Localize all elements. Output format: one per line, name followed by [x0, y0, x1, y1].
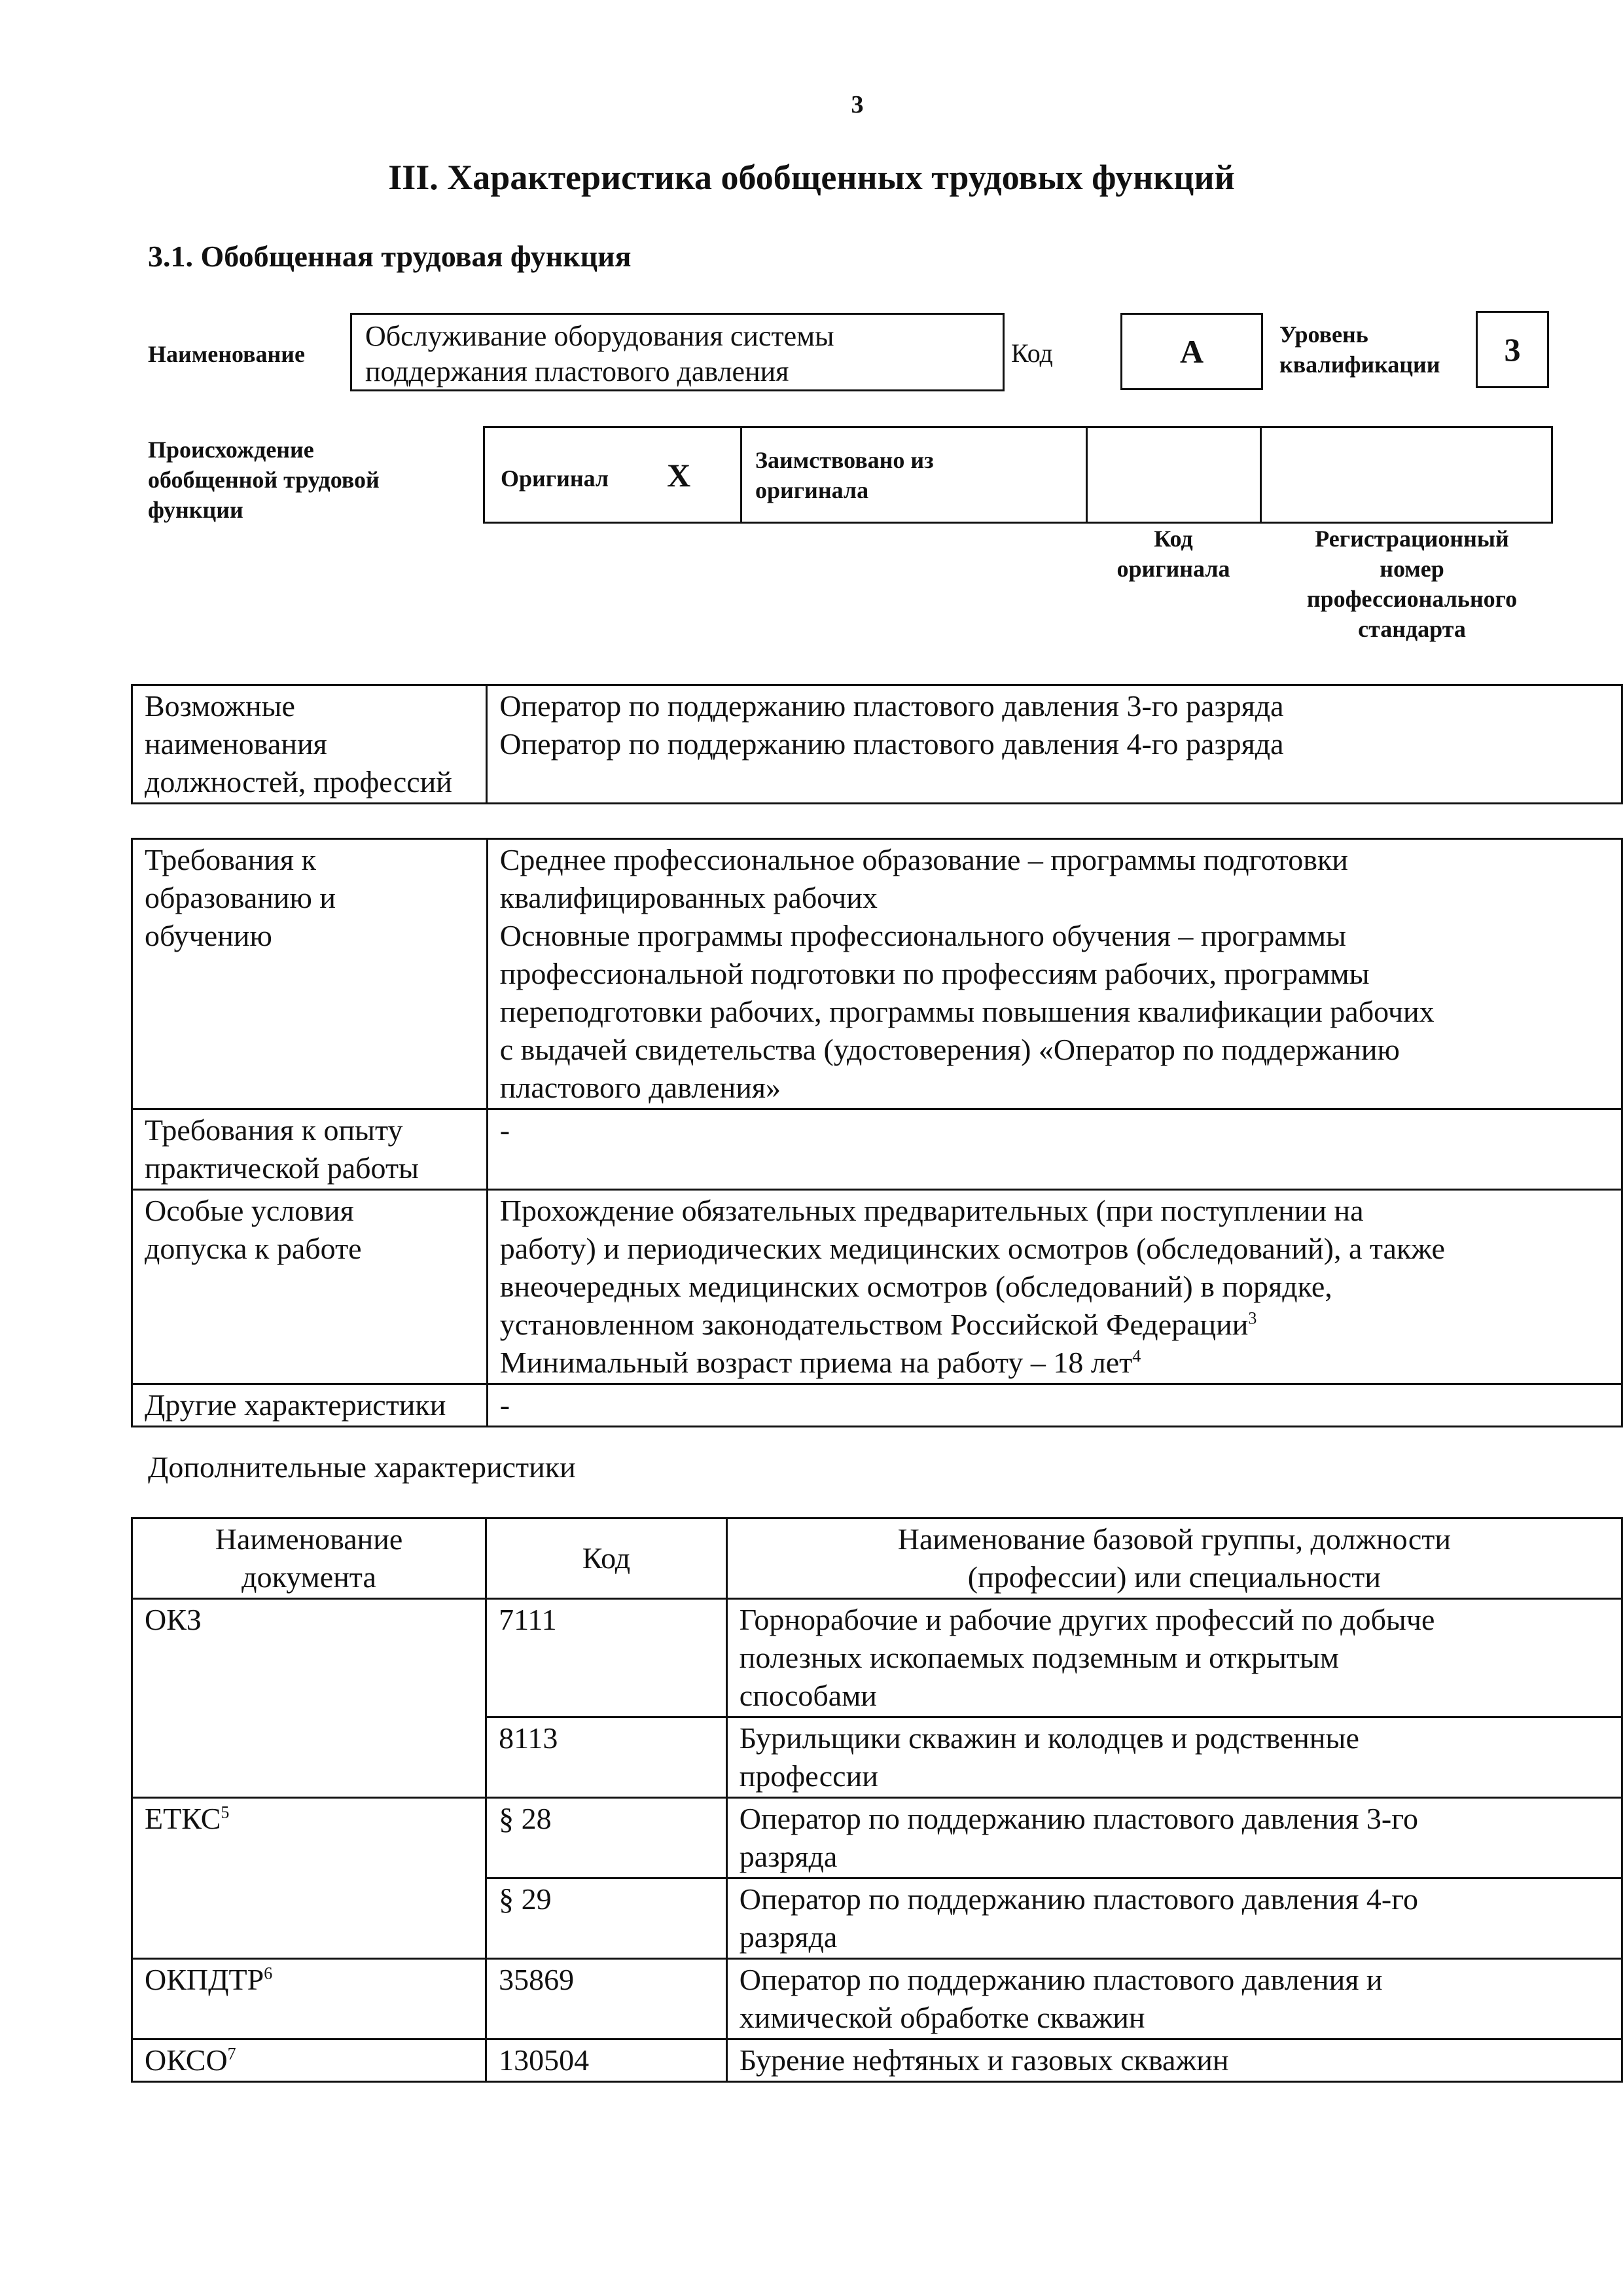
document-cell: [132, 1599, 486, 1798]
group-name-cell: [726, 1599, 1622, 1717]
origin-label: [148, 435, 380, 525]
document-name: ОКПДТР: [145, 1963, 264, 1996]
original-code-caption: [1086, 524, 1260, 584]
education-line: пластового давления»: [499, 1071, 781, 1104]
document-name: ОКЗ: [145, 1603, 202, 1636]
borrowed-label-line: Заимствовано из: [755, 446, 934, 473]
header-document: [132, 1518, 486, 1599]
code-cell: § 28: [486, 1798, 727, 1878]
special-condition-text: установленном законодательством Российской Федерации: [499, 1308, 1249, 1341]
subsection-title: 3.1. Обобщенная трудовая функция: [148, 240, 632, 273]
education-line: Основные программы профессионального обучения – программы: [499, 919, 1346, 952]
group-name-line: способами: [739, 1679, 877, 1712]
positions-value-cell: [487, 685, 1622, 804]
table-row: [132, 1959, 1622, 2039]
requirement-label-line: образованию и: [145, 881, 336, 914]
group-name-line: разряда: [739, 1920, 838, 1954]
education-line: переподготовки рабочих, программы повышения квалификации рабочих: [499, 995, 1435, 1028]
table-row: [132, 1798, 1622, 1878]
borrowed-cell: [741, 427, 1087, 523]
code-cell: 130504: [486, 2039, 727, 2082]
special-condition-line: внеочередных медицинских осмотров (обследований) в порядке,: [499, 1270, 1332, 1303]
code-cell: 7111: [486, 1599, 727, 1717]
education-line: Среднее профессиональное образование – программы подготовки: [499, 843, 1348, 876]
requirement-label-line: Требования к: [145, 843, 316, 876]
special-condition-line: Прохождение обязательных предварительных (при поступлении на: [499, 1194, 1364, 1227]
origin-table: [483, 426, 1553, 524]
footnote-marker: 5: [221, 1803, 230, 1822]
positions-label-cell: [132, 685, 487, 804]
education-value-cell: [487, 839, 1622, 1109]
qualification-level-value: 3: [1476, 311, 1549, 388]
caption-line: профессионального: [1306, 586, 1518, 612]
group-name-cell: [726, 1717, 1622, 1798]
table-header-row: [132, 1518, 1622, 1599]
function-name-line: поддержания пластового давления: [365, 355, 789, 387]
original-label: Оригинал: [501, 465, 609, 492]
additional-characteristics-table: [131, 1517, 1623, 2083]
caption-line: Регистрационный: [1315, 526, 1509, 552]
position-item: Оператор по поддержанию пластового давления 3-го разряда: [499, 689, 1284, 723]
header-group-name: [726, 1518, 1622, 1599]
origin-label-line: обобщенной трудовой: [148, 467, 380, 493]
group-name-line: разряда: [739, 1840, 838, 1873]
footnote-marker: 7: [227, 2044, 236, 2064]
group-name-line: полезных ископаемых подземным и открытым: [739, 1641, 1340, 1674]
code-value: А: [1120, 313, 1263, 390]
caption-line: стандарта: [1358, 616, 1466, 642]
header-code: Код: [486, 1518, 727, 1599]
document-name: ЕТКС: [145, 1802, 221, 1835]
registration-number-caption: [1266, 524, 1558, 644]
header-line: документа: [241, 1560, 376, 1594]
special-condition-line: работу) и периодических медицинских осмотров (обследований), а также: [499, 1232, 1445, 1265]
additional-characteristics-title: Дополнительные характеристики: [148, 1450, 576, 1484]
header-line: Наименование: [215, 1522, 403, 1556]
table-row: [132, 1599, 1622, 1717]
original-cell: [484, 427, 741, 523]
page-number: 3: [851, 91, 864, 118]
original-code-cell: [1087, 427, 1261, 523]
other-characteristics-label-cell: Другие характеристики: [132, 1384, 488, 1427]
positions-label-line: наименования: [145, 727, 327, 761]
special-conditions-label-cell: [132, 1190, 488, 1384]
code-cell: 8113: [486, 1717, 727, 1798]
experience-value-cell: -: [487, 1109, 1622, 1190]
origin-label-line: функции: [148, 497, 243, 523]
document-name: ОКСО: [145, 2043, 228, 2077]
qualification-level-label-line: квалификации: [1279, 351, 1440, 378]
header-line: Наименование базовой группы, должности: [897, 1522, 1451, 1556]
group-name-cell: [726, 1959, 1622, 2039]
footnote-marker: 4: [1132, 1346, 1141, 1366]
special-condition-line: [500, 1306, 1609, 1344]
requirement-label-line: допуска к работе: [145, 1232, 362, 1265]
table-row: [132, 2039, 1622, 2082]
name-label: Наименование: [148, 341, 305, 367]
group-name-line: Оператор по поддержанию пластового давления 3-го: [739, 1802, 1418, 1835]
borrowed-label-line: оригинала: [755, 476, 869, 503]
footnote-marker: 6: [264, 1964, 273, 1983]
caption-line: номер: [1380, 556, 1444, 582]
qualification-level-label: [1279, 319, 1440, 380]
group-name-line: Бурение нефтяных и газовых скважин: [739, 2043, 1229, 2077]
education-label-cell: [132, 839, 488, 1109]
requirement-label-line: обучению: [145, 919, 272, 952]
education-line: с выдачей свидетельства (удостоверения) «Оператор по поддержанию: [499, 1033, 1400, 1066]
function-name-line: Обслуживание оборудования системы: [365, 320, 834, 352]
group-name-line: Горнорабочие и рабочие других профессий по добыче: [739, 1603, 1435, 1636]
min-age-text: Минимальный возраст приема на работу – 18 лет: [499, 1346, 1133, 1379]
experience-label-cell: [132, 1109, 488, 1190]
group-name-cell: [726, 1878, 1622, 1959]
positions-label-line: Возможные: [145, 689, 295, 723]
requirement-label-line: Требования к опыту: [145, 1113, 403, 1147]
education-line: квалифицированных рабочих: [499, 881, 878, 914]
group-name-line: химической обработке скважин: [739, 2001, 1145, 2034]
min-age-line: [500, 1344, 1609, 1382]
group-name-line: Оператор по поддержанию пластового давления 4-го: [739, 1882, 1418, 1916]
qualification-level-label-line: Уровень: [1279, 321, 1368, 348]
position-item: Оператор по поддержанию пластового давления 4-го разряда: [499, 727, 1284, 761]
document-cell: [132, 2039, 486, 2082]
positions-table: [131, 684, 1623, 804]
group-name-cell: [726, 1798, 1622, 1878]
code-cell: 35869: [486, 1959, 727, 2039]
section-title: III. Характеристика обобщенных трудовых функций: [388, 158, 1235, 197]
original-mark: X: [667, 456, 691, 493]
caption-line: оригинала: [1116, 556, 1230, 582]
other-characteristics-value-cell: -: [487, 1384, 1622, 1427]
registration-number-cell: [1261, 427, 1552, 523]
footnote-marker: 3: [1248, 1308, 1257, 1328]
document-cell: [132, 1798, 486, 1959]
group-name-line: профессии: [739, 1759, 878, 1793]
code-cell: § 29: [486, 1878, 727, 1959]
education-line: профессиональной подготовки по профессиям рабочих, программы: [499, 957, 1370, 990]
code-label: Код: [1011, 338, 1053, 368]
origin-label-line: Происхождение: [148, 437, 314, 463]
function-name-box: [350, 313, 1005, 391]
positions-label-line: должностей, профессий: [145, 765, 452, 798]
requirements-table: [131, 838, 1623, 1427]
requirement-label-line: практической работы: [145, 1151, 419, 1185]
group-name-cell: [726, 2039, 1622, 2082]
special-conditions-value-cell: [487, 1190, 1622, 1384]
group-name-line: Оператор по поддержанию пластового давления и: [739, 1963, 1383, 1996]
document-cell: [132, 1959, 486, 2039]
requirement-label-line: Особые условия: [145, 1194, 354, 1227]
caption-line: Код: [1154, 526, 1193, 552]
header-line: (профессии) или специальности: [967, 1560, 1381, 1594]
group-name-line: Бурильщики скважин и колодцев и родственные: [739, 1721, 1359, 1755]
